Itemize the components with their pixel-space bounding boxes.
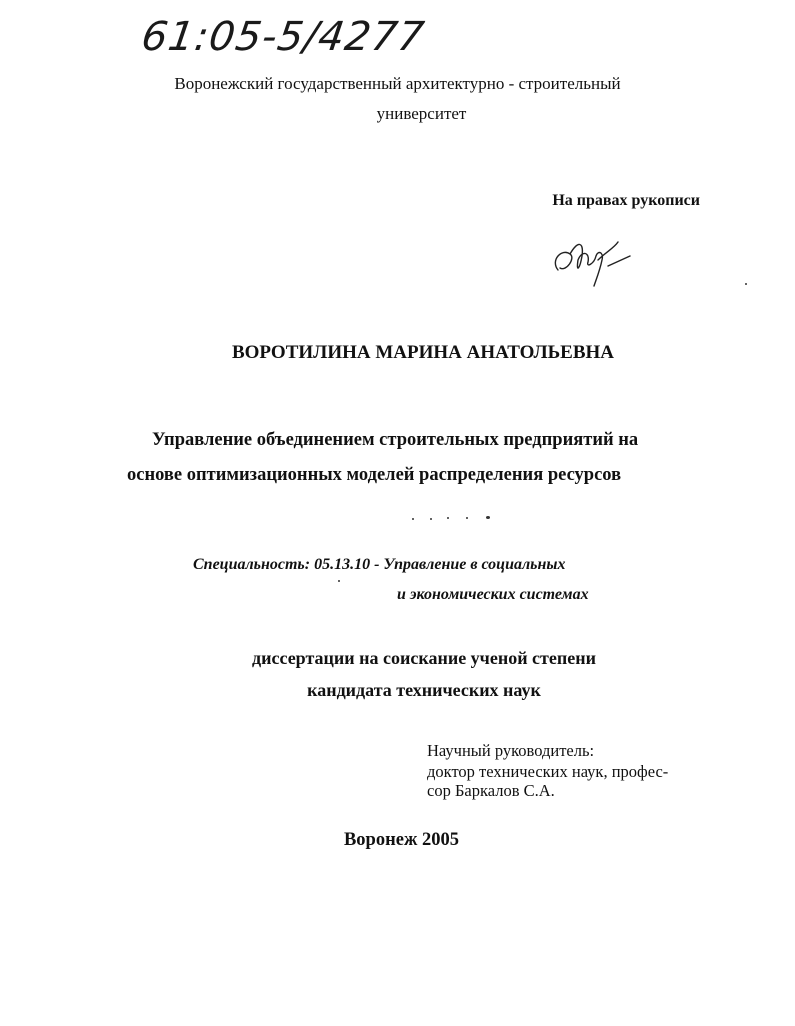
scan-speck (412, 518, 414, 520)
dissertation-line2: кандидата технических наук (307, 680, 541, 700)
specialty-line2: и экономических системах (397, 586, 589, 603)
author-signature (548, 230, 638, 290)
scan-speck (486, 516, 490, 519)
scan-speck (447, 517, 449, 519)
thesis-title-line2: основе оптимизационных моделей распределения ресурсов (127, 465, 622, 485)
dissertation-line1: диссертации на соискание ученой степени (252, 648, 596, 668)
supervisor-degree: доктор технических наук, профес- (427, 762, 669, 781)
scan-speck (430, 518, 432, 520)
scan-speck (466, 517, 468, 519)
city-and-year: Воронеж 2005 (343, 830, 460, 850)
university-name-line1: Воронежский государственный архитектурно - строительный (174, 74, 621, 93)
university-name-line2: университет (376, 104, 467, 123)
scan-speck (745, 283, 747, 285)
manuscript-rights-note: На правах рукописи (552, 192, 700, 209)
archive-code-handwritten: 61:05-5/4277 (138, 14, 428, 60)
specialty-line1: Специальность: 05.13.10 - Управление в социальных (193, 556, 566, 573)
supervisor-name: сор Баркалов С.А. (427, 781, 555, 800)
scan-speck (338, 580, 340, 582)
thesis-title-line1: Управление объединением строительных предприятий на (152, 430, 639, 450)
author-name: ВОРОТИЛИНА МАРИНА АНАТОЛЬЕВНА (231, 342, 615, 363)
supervisor-label: Научный руководитель: (427, 741, 595, 760)
